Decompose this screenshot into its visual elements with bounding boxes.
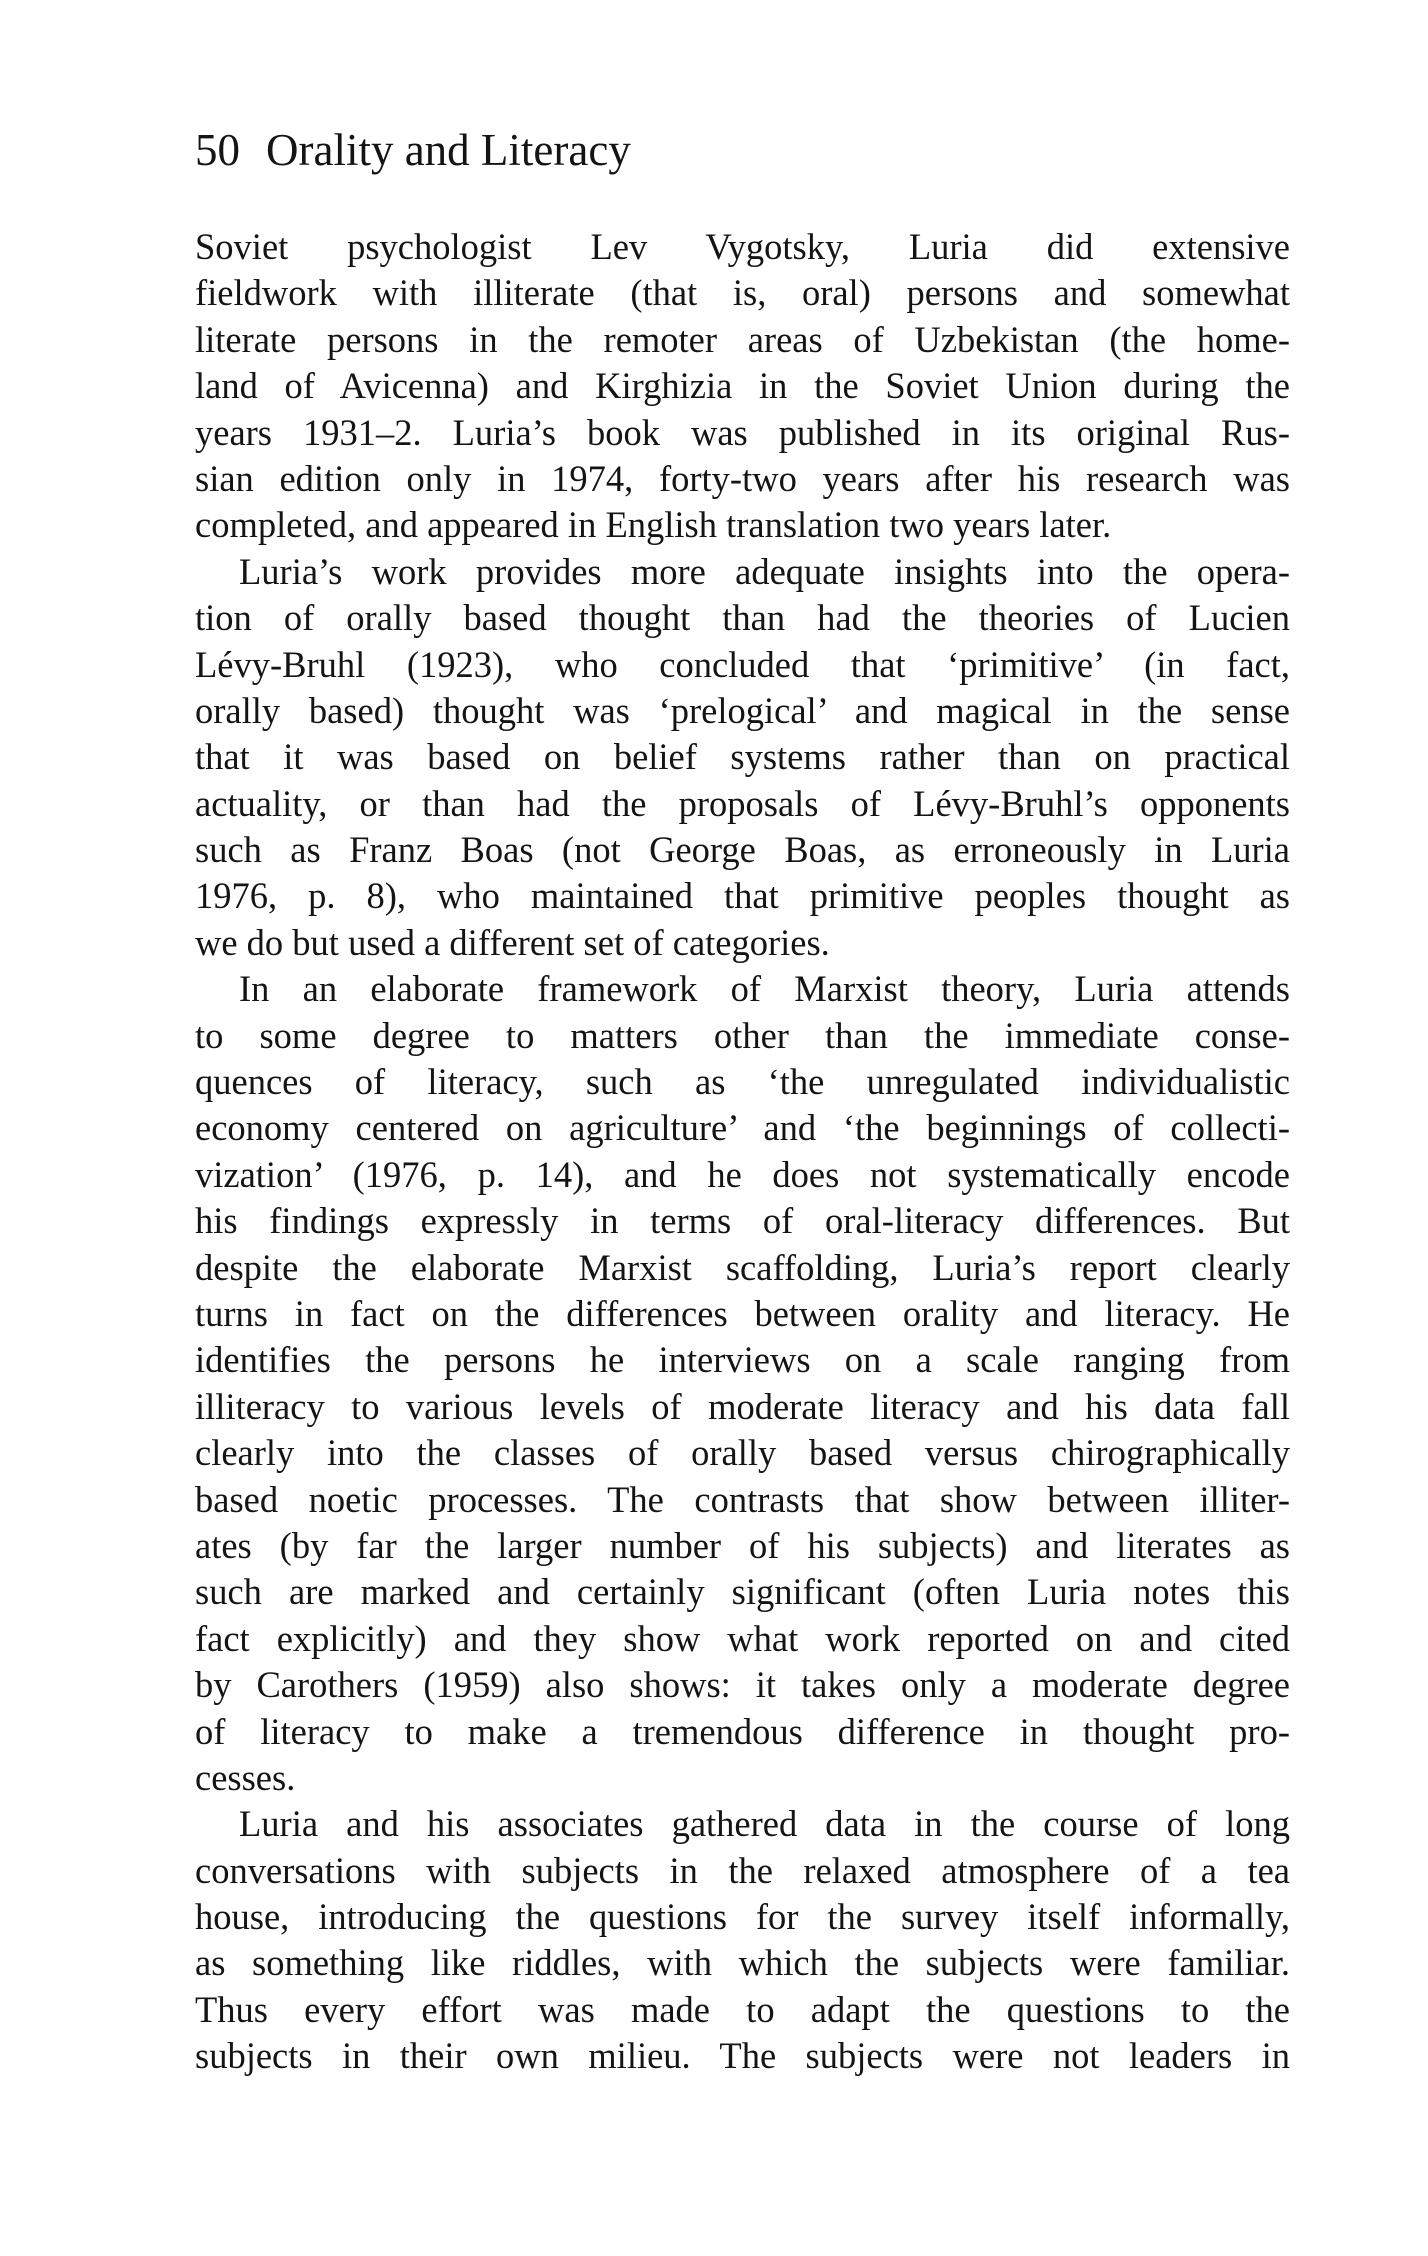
text-line: actuality, or than had the proposals of Lévy-Bruhl’s opponents: [195, 782, 1290, 824]
running-header: [195, 125, 631, 175]
text-line: Luria’s work provides more adequate insights into the opera-: [239, 550, 1290, 592]
text-line: turns in fact on the differences between orality and literacy. He: [195, 1292, 1290, 1334]
text-line: tion of orally based thought than had the theories of Lucien: [195, 597, 1290, 639]
text-line: we do but used a different set of categories.: [195, 921, 830, 963]
text-line: 1976, p. 8), who maintained that primitive peoples thought as: [195, 875, 1290, 917]
text-line: sian edition only in 1974, forty-two years after his research was: [195, 457, 1290, 499]
text-line: identifies the persons he interviews on a scale ranging from: [195, 1339, 1290, 1381]
text-line: In an elaborate framework of Marxist theory, Luria attends: [239, 968, 1290, 1010]
text-line: subjects in their own milieu. The subjects were not leaders in: [195, 2035, 1290, 2077]
text-line: fieldwork with illiterate (that is, oral) persons and somewhat: [195, 272, 1290, 314]
text-line: by Carothers (1959) also shows: it takes only a moderate degree: [195, 1664, 1290, 1706]
text-line: Soviet psychologist Lev Vygotsky, Luria did extensive: [195, 226, 1290, 267]
paragraph: [195, 549, 1290, 967]
page-number: 50: [195, 125, 240, 175]
text-line: such as Franz Boas (not George Boas, as erroneously in Luria: [195, 829, 1290, 871]
text-line: such are marked and certainly significant (often Luria notes this: [195, 1571, 1290, 1613]
text-line: cesses.: [195, 1756, 296, 1798]
text-line: economy centered on agriculture’ and ‘the beginnings of collecti-: [195, 1107, 1290, 1149]
text-line: land of Avicenna) and Kirghizia in the Soviet Union during the: [195, 365, 1290, 407]
text-line: illiteracy to various levels of moderate literacy and his data fall: [195, 1385, 1290, 1427]
text-line: completed, and appeared in English translation two years later.: [195, 504, 1112, 546]
body-text: [195, 224, 1290, 2080]
text-line: as something like riddles, with which the subjects were familiar.: [195, 1942, 1290, 1984]
text-line: orally based) thought was ‘prelogical’ and magical in the sense: [195, 689, 1290, 731]
text-line: to some degree to matters other than the immediate conse-: [195, 1014, 1290, 1056]
text-line: quences of literacy, such as ‘the unregulated individualistic: [195, 1061, 1290, 1103]
text-line: Lévy-Bruhl (1923), who concluded that ‘primitive’ (in fact,: [195, 643, 1290, 685]
text-line: of literacy to make a tremendous difference in thought pro-: [195, 1710, 1290, 1752]
text-line: Thus every effort was made to adapt the questions to the: [195, 1988, 1290, 2030]
text-line: vization’ (1976, p. 14), and he does not systematically encode: [195, 1153, 1290, 1195]
text-line: years 1931–2. Luria’s book was published in its original Rus-: [195, 411, 1290, 453]
text-line: house, introducing the questions for the survey itself informally,: [195, 1896, 1290, 1938]
text-line: conversations with subjects in the relaxed atmosphere of a tea: [195, 1849, 1290, 1891]
text-line: Luria and his associates gathered data in the course of long: [239, 1803, 1290, 1845]
text-line: fact explicitly) and they show what work reported on and cited: [195, 1617, 1290, 1659]
text-line: his findings expressly in terms of oral-literacy differences. But: [195, 1200, 1290, 1242]
text-line: that it was based on belief systems rather than on practical: [195, 736, 1290, 778]
text-line: despite the elaborate Marxist scaffolding, Luria’s report clearly: [195, 1246, 1290, 1288]
text-line: ates (by far the larger number of his subjects) and literates as: [195, 1524, 1290, 1566]
text-line: based noetic processes. The contrasts that show between illiter-: [195, 1478, 1290, 1520]
text-line: clearly into the classes of orally based versus chirographically: [195, 1432, 1290, 1474]
text-line: literate persons in the remoter areas of Uzbekistan (the home-: [195, 318, 1290, 360]
paragraph: [195, 224, 1290, 549]
paragraph: [195, 1801, 1290, 2079]
running-title: Orality and Literacy: [266, 125, 631, 175]
paragraph: [195, 966, 1290, 1801]
